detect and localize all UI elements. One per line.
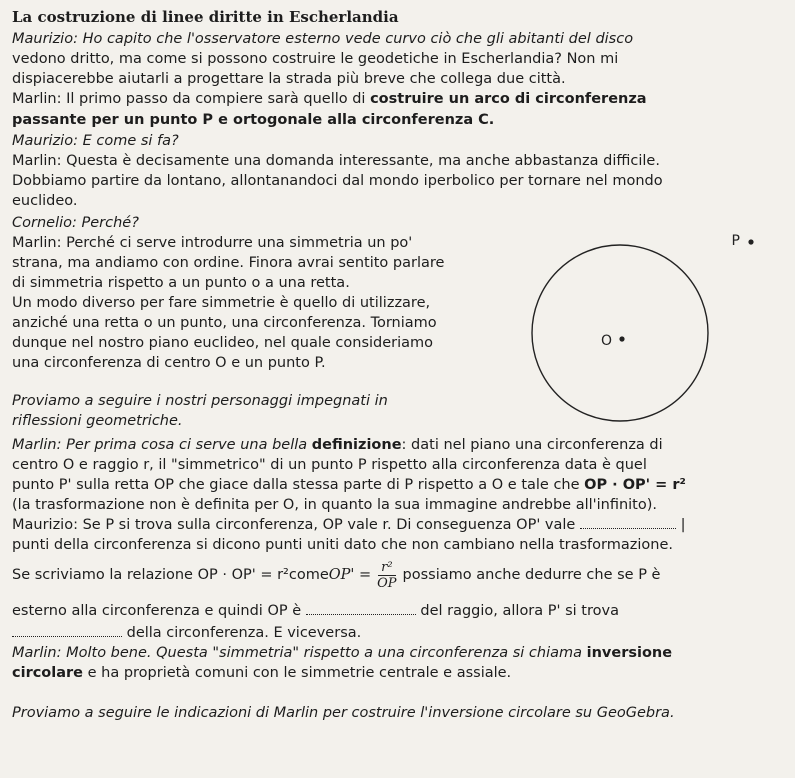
text-line: Dobbiamo partire da lontano, allontanandoci dal mondo iperbolico per tornare nel mondo xyxy=(12,173,663,189)
text-line: dispiacerebbe aiutarli a progettare la strada più breve che collega due città. xyxy=(12,71,566,87)
point-p-label: P xyxy=(731,233,740,249)
formula-line: Se scriviamo la relazione OP · OP' = r²come OP' = $\frac{\text{r²}}{OP}$ possiamo anche dedurre che se P è xyxy=(12,559,661,591)
page-title: La costruzione di linee diritte in Escherlandia xyxy=(12,8,399,26)
text-line: di simmetria rispetto a un punto o a una retta. xyxy=(12,275,350,291)
answer-blank-2[interactable] xyxy=(306,614,416,615)
text-line: Proviamo a seguire i nostri personaggi impegnati in xyxy=(12,393,388,409)
text-line: euclideo. xyxy=(12,193,78,209)
text-line: Marlin: Questa è decisamente una domanda interessante, ma anche abbastanza difficile. xyxy=(12,153,660,169)
point-p-dot xyxy=(748,239,753,244)
text-line: Un modo diverso per fare simmetrie è quello di utilizzare, xyxy=(12,295,431,311)
text-line: Marlin: Perché ci serve introdurre una simmetria un po' xyxy=(12,235,413,251)
text-line: una circonferenza di centro O e un punto P. xyxy=(12,355,326,371)
text-line: della circonferenza. E viceversa. xyxy=(12,624,361,642)
point-o-dot xyxy=(619,336,624,341)
text-line: Maurizio: Se P si trova sulla circonferenza, OP vale r. Di conseguenza OP' vale | xyxy=(12,517,686,533)
text-line: Marlin: Il primo passo da compiere sarà quello di costruire un arco di circonferenza xyxy=(12,91,647,107)
text-line: passante per un punto P e ortogonale alla circonferenza C. xyxy=(12,112,495,128)
text-line: riflessioni geometriche. xyxy=(12,413,183,429)
point-o-label: O xyxy=(600,333,612,349)
text-line: Cornelio: Perché? xyxy=(12,215,139,231)
text-line: circolare e ha proprietà comuni con le simmetrie centrale e assiale. xyxy=(12,665,512,681)
text-line: Maurizio: Ho capito che l'osservatore esterno vede curvo ciò che gli abitanti del disco xyxy=(12,31,634,47)
answer-blank-1[interactable] xyxy=(580,528,676,529)
circle-c xyxy=(532,245,708,421)
text-line: esterno alla circonferenza e quindi OP è del raggio, allora P' si trova xyxy=(12,603,619,619)
text-line: Maurizio: E come si fa? xyxy=(12,133,179,149)
text-line: strana, ma andiamo con ordine. Finora avrai sentito parlare xyxy=(12,255,445,271)
text-line: anziché una retta o un punto, una circonferenza. Torniamo xyxy=(12,315,437,331)
text-line: dunque nel nostro piano euclideo, nel quale consideriamo xyxy=(12,335,434,351)
fraction: $\frac{\text{r²}}{OP}$ xyxy=(377,559,397,591)
text-line: Marlin: Per prima cosa ci serve una bella definizione: dati nel piano una circonferenza di xyxy=(12,437,663,453)
text-line: (la trasformazione non è definita per O, in quanto la sua immagine andrebbe all'infinito). xyxy=(12,497,658,513)
text-line: centro O e raggio r, il "simmetrico" di un punto P rispetto alla circonferenza data è quel xyxy=(12,457,647,473)
text-line: Marlin: Molto bene. Questa "simmetria" rispetto a una circonferenza si chiama inversione xyxy=(12,645,673,661)
circle-figure xyxy=(520,215,765,445)
answer-blank-3[interactable] xyxy=(12,636,122,637)
text-line: punto P' sulla retta OP che giace dalla stessa parte di P rispetto a O e tale che OP · OP' = r² xyxy=(12,477,686,493)
text-line: punti della circonferenza si dicono punti uniti dato che non cambiano nella trasformazione. xyxy=(12,537,673,553)
text-line: Proviamo a seguire le indicazioni di Marlin per costruire l'inversione circolare su GeoGebra. xyxy=(12,705,675,721)
text-line: vedono dritto, ma come si possono costruire le geodetiche in Escherlandia? Non mi xyxy=(12,51,619,67)
